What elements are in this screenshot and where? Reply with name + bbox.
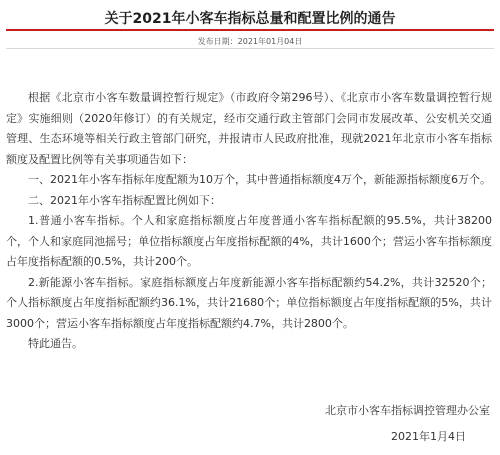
closing-paragraph: 特此通告。 xyxy=(28,337,83,350)
notice-title: 关于2021年小客车指标总量和配置比例的通告 xyxy=(104,11,396,27)
date-divider xyxy=(6,48,494,49)
signature-organization: 北京市小客车指标调控管理办公室 xyxy=(325,404,490,417)
publish-date: 发布日期：2021年01月04日 xyxy=(197,37,303,46)
ratio-heading: 二、2021年小客车指标配置比例如下： xyxy=(28,193,221,207)
notice-body xyxy=(6,88,492,355)
quota-paragraph: 一、2021年小客车指标年度配额为10万个，其中普通指标额度4万个，新能源指标额度6万个。 xyxy=(28,173,491,186)
title-divider xyxy=(6,29,494,31)
signature-date: 2021年1月4日 xyxy=(391,430,466,443)
intro-paragraph: 根据《北京市小客车数量调控暂行规定》（市政府令第296号）、《北京市小客车数量调控暂行规定》实施细则（2020年修订）的有关规定，经市交通行政主管部门会同市发展改革、公安机关交通管理、生态环境等相关行政主管部门研究，并报请市人民政府批准，现就2021年北京市小客车指标额度及配置比例等有关事项通告如下： xyxy=(6,91,492,166)
new-energy-quota-paragraph: 2.新能源小客车指标。家庭指标额度占年度新能源小客车指标配额约54.2%，共计32520个；个人指标额度占年度指标配额约36.1%，共计21680个；单位指标额度占年度指标配额的5%，共计3000个；营运小客车指标额度占年度指标配额约4.7%，共计2800个。 xyxy=(6,275,492,330)
regular-quota-paragraph: 1.普通小客车指标。个人和家庭指标额度占年度普通小客车指标配额的95.5%，共计38200个，个人和家庭同池摇号；单位指标额度占年度指标配额的4%，共计1600个；营运小客车指标额度占年度指标配额的0.5%，共计200个。 xyxy=(6,214,492,268)
